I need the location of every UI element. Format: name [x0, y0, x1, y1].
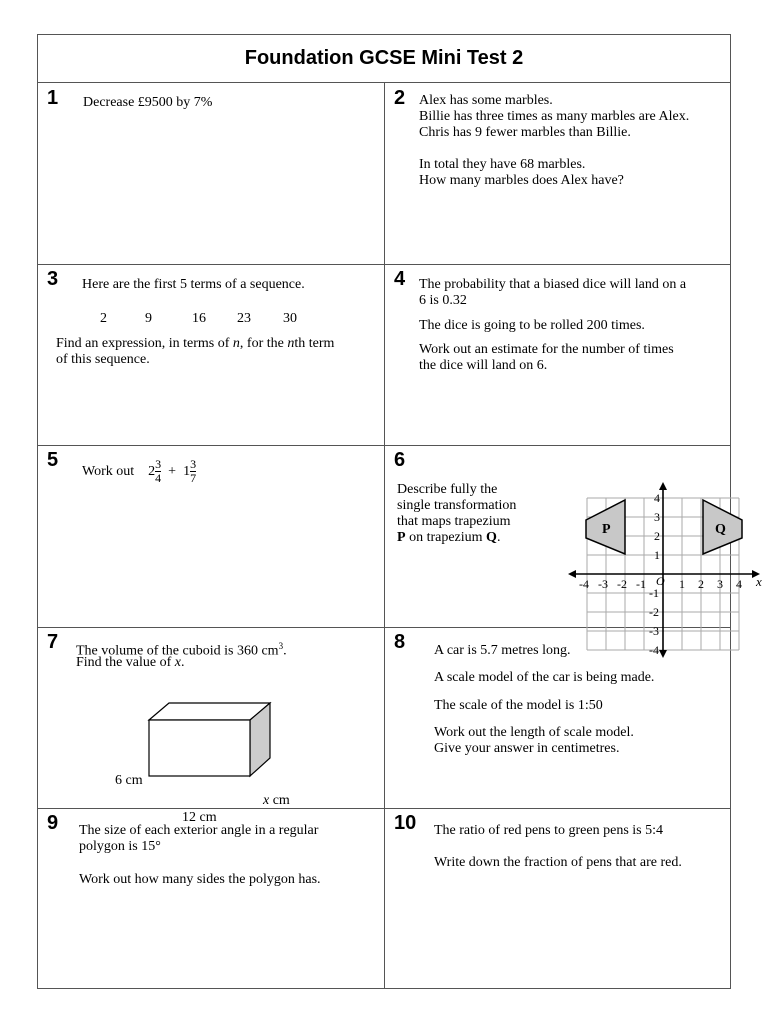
cuboid-diagram	[146, 700, 346, 780]
question-5	[38, 446, 384, 627]
question-number: 5	[47, 449, 59, 471]
x-tick-label: 4	[736, 577, 742, 591]
y-tick-label: -1	[649, 586, 659, 600]
x-tick-label: -4	[579, 577, 589, 591]
cuboid-front-face	[149, 720, 250, 776]
question-line: Write down the fraction of pens that are red.	[434, 855, 682, 870]
x-tick-label: -2	[617, 577, 627, 591]
question-line: that maps trapezium	[397, 514, 511, 529]
mixed-number-sum: Work out 2 $\frac{3}{4}$ + 1 $\frac{3}{7}$	[82, 457, 197, 486]
question-line: The probability that a biased dice will land on a	[419, 277, 687, 292]
question-line: Find the value of x.	[76, 655, 185, 670]
question-text: Decrease £9500 by 7%	[83, 95, 213, 110]
test-sheet	[37, 34, 762, 989]
width-label: 12 cm	[182, 810, 217, 825]
question-2	[385, 84, 730, 264]
question-line: The volume of the cuboid is 360 $cm^3$.	[76, 641, 287, 659]
y-tick-label: 4	[654, 491, 660, 505]
y-tick-label: 1	[654, 548, 660, 562]
x-tick-label: 3	[717, 577, 723, 591]
question-line: The ratio of red pens to green pens is 5:4	[434, 823, 663, 838]
question-line: A car is 5.7 metres long.	[434, 643, 571, 658]
question-line: single transformation	[397, 498, 517, 513]
question-line: Billie has three times as many marbles are Alex.	[419, 109, 690, 124]
question-line: of this sequence.	[56, 352, 150, 367]
x-axis-label: x	[756, 574, 762, 589]
question-line: Work out how many sides the polygon has.	[79, 872, 321, 887]
y-tick-label: 3	[654, 510, 660, 524]
x-tick-label: 2	[698, 577, 704, 591]
fraction: $\frac{3}{7}$	[190, 457, 197, 486]
question-line: polygon is 15°	[79, 839, 161, 854]
question-line: The dice is going to be rolled 200 times.	[419, 318, 645, 333]
sequence-term: 9	[145, 311, 152, 326]
question-line: 6 is 0.32	[419, 293, 467, 308]
question-line: Find an expression, in terms of n, for the nth term	[56, 336, 335, 351]
label-q: Q	[715, 522, 726, 537]
question-10	[385, 809, 730, 989]
question-number: 4	[394, 268, 406, 290]
question-line: Describe fully the	[397, 482, 498, 497]
question-text: Here are the first 5 terms of a sequence.	[82, 277, 305, 292]
y-tick-label: -2	[649, 605, 659, 619]
question-number: 7	[47, 631, 59, 653]
question-9	[38, 809, 384, 989]
question-number: 1	[47, 87, 59, 109]
question-8	[385, 628, 730, 808]
height-label: 6 cm	[115, 773, 143, 788]
question-7	[38, 628, 384, 825]
y-tick-label: -3	[649, 624, 659, 638]
question-line: the dice will land on 6.	[419, 358, 548, 373]
sequence-term: 30	[283, 311, 297, 326]
fraction: $\frac{3}{4}$	[155, 457, 162, 486]
sequence-term: 2	[100, 311, 107, 326]
question-line: Work out an estimate for the number of times	[419, 342, 674, 357]
question-number: 8	[394, 631, 406, 653]
coordinate-grid	[530, 446, 762, 657]
sequence-term: 16	[192, 311, 206, 326]
question-number: 9	[47, 812, 59, 834]
y-axis-arrow-up	[659, 482, 667, 490]
question-line: The size of each exterior angle in a regular	[79, 823, 319, 838]
question-line: Work out the length of scale model.	[434, 725, 634, 740]
question-line: The scale of the model is 1:50	[434, 698, 603, 713]
page-title: Foundation GCSE Mini Test 2	[38, 35, 730, 83]
sequence-term: 23	[237, 311, 251, 326]
origin-label: O	[656, 574, 665, 588]
question-4	[385, 265, 730, 445]
question-line: Chris has 9 fewer marbles than Billie.	[419, 125, 631, 140]
depth-label: x cm	[263, 793, 290, 808]
question-number: 2	[394, 87, 406, 109]
x-tick-label: -1	[636, 577, 646, 591]
question-line: A scale model of the car is being made.	[434, 670, 655, 685]
question-1	[38, 84, 384, 264]
x-tick-label: -3	[598, 577, 608, 591]
question-line: Give your answer in centimetres.	[434, 741, 620, 756]
question-line: P on trapezium Q.	[397, 530, 501, 545]
cuboid-top-face	[149, 703, 270, 720]
question-number: 6	[394, 449, 406, 471]
question-3	[38, 265, 384, 445]
question-number: 3	[47, 268, 59, 290]
question-number: 10	[394, 812, 417, 834]
y-tick-label: 2	[654, 529, 660, 543]
x-tick-label: 1	[679, 577, 685, 591]
x-axis-arrow-left	[568, 570, 576, 578]
y-tick-label: -4	[649, 643, 659, 657]
question-line: How many marbles does Alex have?	[419, 173, 624, 188]
label-p: P	[602, 522, 611, 537]
question-line: In total they have 68 marbles.	[419, 157, 586, 172]
question-line: Alex has some marbles.	[419, 93, 553, 108]
